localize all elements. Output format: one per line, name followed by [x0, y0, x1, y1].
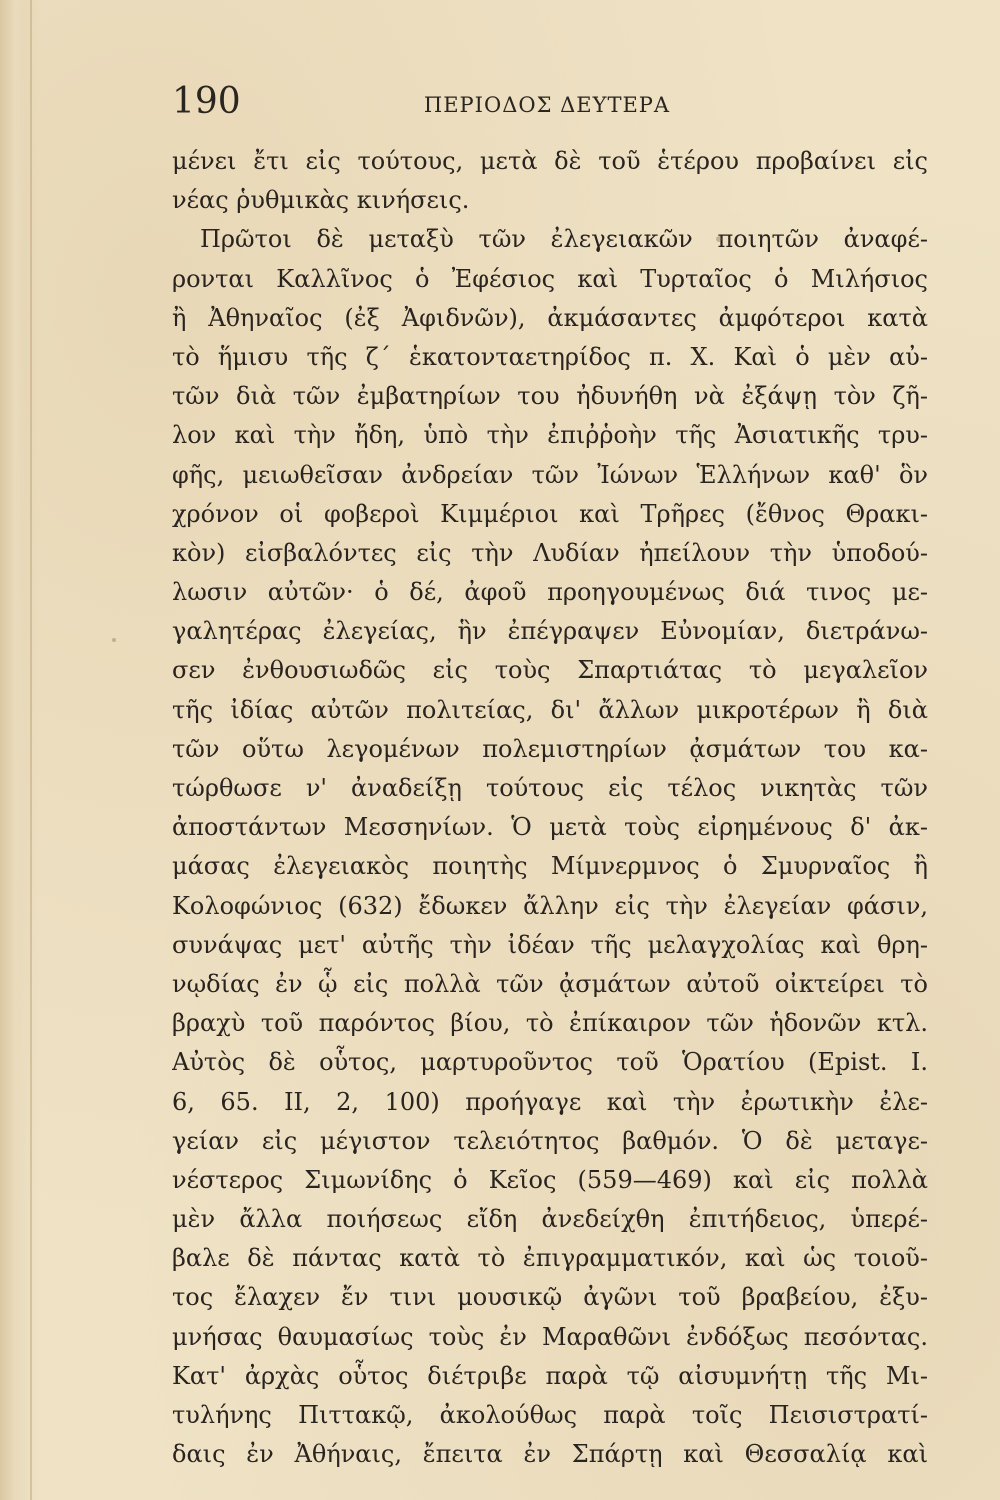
- text-line: μάσας ἐλεγειακὸς ποιητὴς Μίμνερμνος ὁ Σμυρναῖος ἢ: [172, 852, 928, 881]
- text-line: τῶν διὰ τῶν ἐμβατηρίων του ἠδυνήθη νὰ ἐξάψῃ τὸν ζῆ-: [172, 382, 928, 411]
- text-line: ρονται Καλλῖνος ὁ Ἐφέσιος καὶ Τυρταῖος ὁ Μιλήσιος: [172, 264, 928, 293]
- text-line: τώρθωσε ν' ἀναδείξῃ τούτους εἰς τέλος νικητὰς τῶν: [172, 774, 928, 802]
- text-line: ἢ Ἀθηναῖος (ἐξ Ἀφιδνῶν), ἀκμάσαντες ἀμφότεροι κατὰ: [172, 303, 928, 332]
- text-line: τυλήνης Πιττακῷ, ἀκολούθως παρὰ τοῖς Πεισιστρατί-: [172, 1401, 928, 1429]
- body-text: [172, 142, 928, 1474]
- text-line: τῆς ἰδίας αὐτῶν πολιτείας, δι' ἄλλων μικροτέρων ἢ διὰ: [172, 695, 928, 724]
- text-line: συνάψας μετ' αὐτῆς τὴν ἰδέαν τῆς μελαγχολίας καὶ θρη-: [172, 930, 928, 959]
- text-line: Κατ' ἀρχὰς οὗτος διέτριβε παρὰ τῷ αἰσυμνήτῃ τῆς Μι-: [172, 1361, 928, 1390]
- paper-speck: [112, 638, 116, 642]
- binding-fold: [30, 0, 32, 1500]
- text-line: τῶν οὕτω λεγομένων πολεμιστηρίων ᾀσμάτων του κα-: [172, 734, 928, 763]
- text-line: δαις ἐν Ἀθήναις, ἔπειτα ἐν Σπάρτῃ καὶ Θεσσαλίᾳ καὶ: [172, 1440, 928, 1469]
- paper-speck: [716, 236, 722, 242]
- text-line: μένει ἔτι εἰς τούτους, μετὰ δὲ τοῦ ἑτέρου προβαίνει εἰς: [172, 147, 928, 175]
- text-line: μὲν ἄλλα ποιήσεως εἴδη ἀνεδείχθη ἐπιτήδειος, ὑπερέ-: [172, 1205, 928, 1234]
- text-line: κὸν) εἰσβαλόντες εἰς τὴν Λυδίαν ἠπείλουν τὴν ὑποδού-: [172, 538, 928, 567]
- text-line: φῆς, μειωθεῖσαν ἀνδρείαν τῶν Ἰώνων Ἑλλήνων καθ' ὃν: [172, 460, 928, 489]
- running-title: ΠΕΡΙΟΔΟΣ ΔΕΥΤΕΡΑ: [423, 93, 671, 117]
- binding-edge: [0, 0, 26, 1500]
- text-line: σεν ἐνθουσιωδῶς εἰς τοὺς Σπαρτιάτας τὸ μεγαλεῖον: [172, 656, 928, 685]
- text-line: νέας ῥυθμικὰς κινήσεις.: [172, 186, 470, 215]
- text-line: τος ἔλαχεν ἔν τινι μουσικῷ ἀγῶνι τοῦ βραβείου, ἐξυ-: [172, 1283, 928, 1312]
- text-line: μνήσας θαυμασίως τοὺς ἐν Μαραθῶνι ἐνδόξως πεσόντας.: [172, 1322, 928, 1351]
- text-line: γείαν εἰς μέγιστον τελειότητος βαθμόν. Ὁ δὲ μεταγε-: [172, 1126, 928, 1155]
- text-line: Κολοφώνιος (632) ἔδωκεν ἄλλην εἰς τὴν ἐλεγείαν φάσιν,: [172, 891, 928, 920]
- page-number: 190: [172, 81, 241, 122]
- text-line: νέστερος Σιμωνίδης ὁ Κεῖος (559—469) καὶ εἰς πολλὰ: [172, 1165, 928, 1194]
- text-line: γαλητέρας ἐλεγείας, ἣν ἐπέγραψεν Εὐνομίαν, διετράνω-: [172, 617, 928, 646]
- text-line: χρόνον οἱ φοβεροὶ Κιμμέριοι καὶ Τρῆρες (ἔθνος Θρακι-: [172, 499, 928, 528]
- text-line: νῳδίας ἐν ᾧ εἰς πολλὰ τῶν ᾀσμάτων αὐτοῦ οἰκτείρει τὸ: [172, 969, 928, 998]
- text-line: Πρῶτοι δὲ μεταξὺ τῶν ἐλεγειακῶν ποιητῶν ἀναφέ-: [200, 225, 928, 254]
- text-line: ἀποστάντων Μεσσηνίων. Ὁ μετὰ τοὺς εἰρημένους δ' ἀκ-: [172, 813, 928, 842]
- running-header: [168, 80, 926, 130]
- text-line: βραχὺ τοῦ παρόντος βίου, τὸ ἐπίκαιρον τῶν ἡδονῶν κτλ.: [172, 1009, 928, 1038]
- text-line: Αὐτὸς δὲ οὗτος, μαρτυροῦντος τοῦ Ὁρατίου (Epist. I.: [172, 1048, 928, 1077]
- text-line: λον καὶ τὴν ἤδη, ὑπὸ τὴν ἐπιῤῥοὴν τῆς Ἀσιατικῆς τρυ-: [172, 421, 928, 450]
- text-line: λωσιν αὐτῶν· ὁ δέ, ἀφοῦ προηγουμένως διά τινος με-: [172, 578, 928, 607]
- text-line: 6, 65. II, 2, 100) προήγαγε καὶ τὴν ἐρωτικὴν ἐλε-: [172, 1087, 928, 1116]
- text-line: βαλε δὲ πάντας κατὰ τὸ ἐπιγραμματικόν, καὶ ὡς τοιοῦ-: [172, 1244, 928, 1273]
- text-line: τὸ ἥμισυ τῆς ζ΄ ἑκατονταετηρίδος π. Χ. Καὶ ὁ μὲν αὐ-: [172, 342, 928, 371]
